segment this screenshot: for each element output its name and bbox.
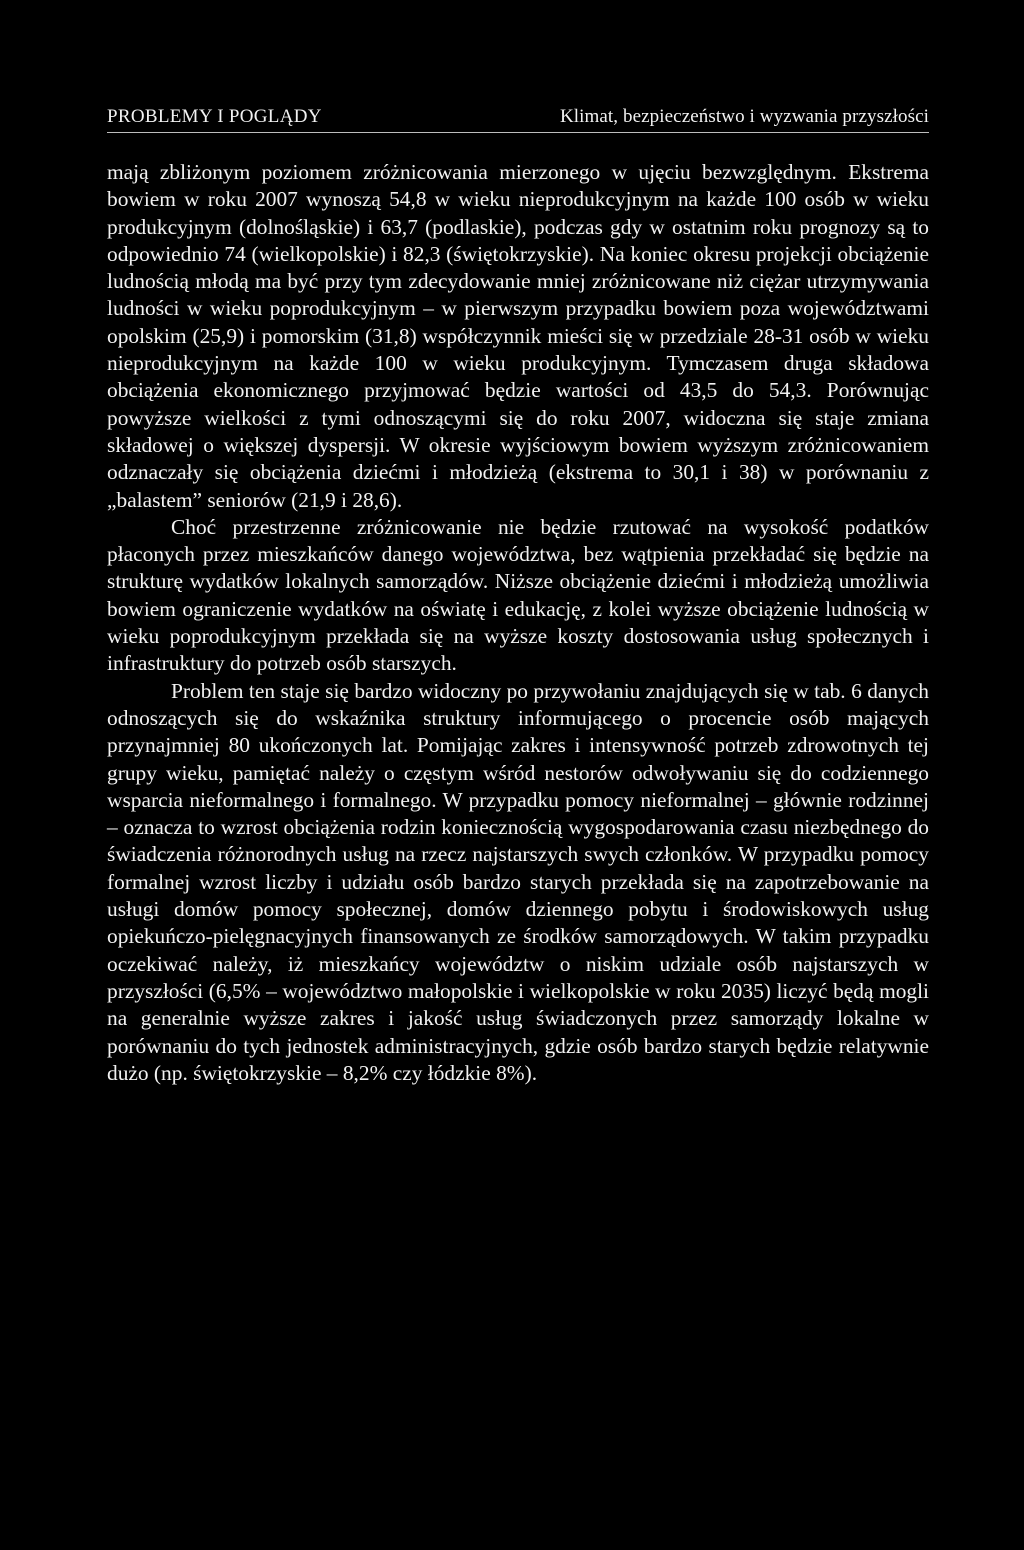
header-chapter-title: Klimat, bezpieczeństwo i wyzwania przyszłości [559,106,929,127]
running-header [107,104,929,133]
paragraph-3: Problem ten staje się bardzo widoczny po przywołaniu znajdujących się w tab. 6 danych odnoszących się do wskaźnika struktury informującego o procencie osób mających przynajmniej 80 ukończonych lat. Pomijając zakres i intensywność potrzeb zdrowotnych tej grupy wieku, pamiętać należy o częstym wśród nestorów odwoływaniu się do codziennego wsparcia nieformalnego i formalnego. W przypadku pomocy nieformalnej – głównie rodzinnej – oznacza to wzrost obciążenia rodzin koniecznością wygospodarowania czasu niezbędnego do świadczenia różnorodnych usług na rzecz najstarszych swych członków. W przypadku pomocy formalnej wzrost liczby i udziału osób bardzo starych przekłada się na zapotrzebowanie na usługi domów pomocy społecznej, domów dziennego pobytu i środowiskowych usług opiekuńczo-pielęgnacyjnych finansowanych ze środków samorządowych. W takim przypadku oczekiwać należy, iż mieszkańcy województw o niskim udziale osób najstarszych w przyszłości (6,5% – województwo małopolskie i wielkopolskie w roku 2035) liczyć będą mogli na generalnie wyższe zakres i jakość usług świadczonych przez samorządy lokalne w porównaniu do tych jednostek administracyjnych, gdzie osób bardzo starych będzie relatywnie dużo (np. świętokrzyskie – 8,2% czy łódzkie 8%). [107,678,929,1085]
header-section-title: PROBLEMY I POGLĄDY [107,106,322,127]
paragraph-1: mają zbliżonym poziomem zróżnicowania mierzonego w ujęciu bezwzględnym. Ekstrema bowiem w roku 2007 wynoszą 54,8 w wieku nieprodukcyjnym na każde 100 osób w wieku produkcyjnym (dolnośląskie) i 63,7 (podlaskie), podczas gdy w ostatnim roku prognozy są to odpowiednio 74 (wielkopolskie) i 82,3 (świętokrzyskie). Na koniec okresu projekcji obciążenie ludnością młodą ma być przy tym zdecydowanie mniej zróżnicowane niż ciężar utrzymywania ludności w wieku poprodukcyjnym – w pierwszym przypadku bowiem poza województwami opolskim (25,9) i pomorskim (31,8) współczynnik mieści się w przedziale 28-31 osób w wieku nieprodukcyjnym na każde 100 w wieku produkcyjnym. Tymczasem druga składowa obciążenia ekonomicznego przyjmować będzie wartości od 43,5 do 54,3. Porównując powyższe wielkości z tymi odnoszącymi się do roku 2007, widoczna się staje zmiana składowej o większej dyspersji. W okresie wyjściowym bowiem wyższym zróżnicowaniem odznaczały się obciążenia dziećmi i młodzieżą (ekstrema to 30,1 i 38) w porównaniu z „balastem” seniorów (21,9 i 28,6). [107,160,929,512]
paragraph-2: Choć przestrzenne zróżnicowanie nie będzie rzutować na wysokość podatków płaconych przez mieszkańców danego województwa, bez wątpienia przekładać się będzie na strukturę wydatków lokalnych samorządów. Niższe obciążenie dziećmi i młodzieżą umożliwia bowiem ograniczenie wydatków na oświatę i edukację, z kolei wyższe obciążenie ludnością w wieku poprodukcyjnym przekłada się na wyższe koszty dostosowania usług społecznych i infrastruktury do potrzeb osób starszych. [107,514,929,676]
body-text [107,159,929,1087]
document-page [107,104,929,1087]
